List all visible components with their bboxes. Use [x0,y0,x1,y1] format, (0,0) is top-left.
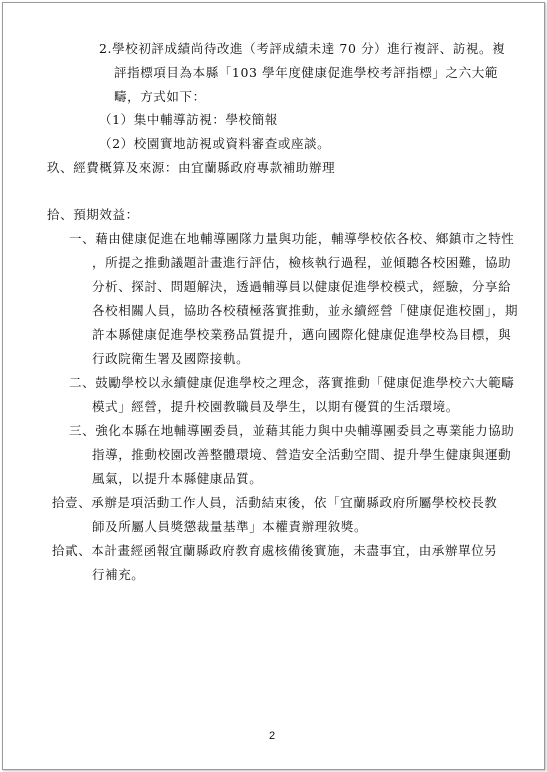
section-shi-heading: 拾、預期效益： [47,207,139,222]
shi-item1-line-4: 各校相關人員，協助各校積極落實推動，並永續經營「健康促進校園」，期 [92,303,519,318]
document-page [2,2,545,770]
section-jiu: 玖、經費概算及來源：由宜蘭縣政府專款補助辦理 [47,160,336,175]
section-shier-line-1: 拾貳、本計畫經函報宜蘭縣政府教育處核備後實施，未盡事宜，由承辦單位另 [52,543,498,558]
item2-line-2: 評指標項目為本縣「103 學年度健康促進學校考評指標」之六大範 [114,65,498,80]
section-shiyi-line-2: 師及所屬人員獎懲裁量基準」本權責辦理敘獎。 [92,519,368,534]
shi-item1-line-2: ，所提之推動議題計畫進行評估，檢核執行過程，並傾聽各校困難，協助 [92,255,512,270]
shi-item1-line-6: 行政院衛生署及國際接軌。 [92,351,250,366]
shi-item1-line-1: 一、藉由健康促進在地輔導團隊力量與功能，輔導學校依各校、鄉鎮市之特性 [69,231,515,246]
shi-item1-line-5: 許本縣健康促進學校業務品質提升，邁向國際化健康促進學校為目標，與 [92,327,512,342]
shi-item2-line-1: 二、鼓勵學校以永續健康促進學校之理念，落實推動「健康促進學校六大範疇 [69,375,515,390]
shi-item2-line-2: 模式」經營，提升校園教職員及學生，以期有優質的生活環境。 [92,399,459,414]
subitem-2: （2）校園實地訪視或資料審查或座談。 [99,136,331,151]
subitem-1: （1）集中輔導訪視：學校簡報 [99,112,278,127]
shi-item3-line-3: 風氣，以提升本縣健康品質。 [92,471,263,486]
shi-item3-line-1: 三、強化本縣在地輔導團委員，並藉其能力與中央輔導團委員之專業能力協助 [69,423,515,438]
page-number: 2 [269,730,276,742]
item2-line-3: 疇，方式如下： [114,89,206,104]
shi-item1-line-3: 分析、探討、問題解決，透過輔導員以健康促進學校模式，經驗，分享給 [92,279,512,294]
section-shiyi-line-1: 拾壹、承辦是項活動工作人員，活動結束後，依「宜蘭縣政府所屬學校校長教 [52,495,498,510]
item2-line-1: 2.學校初評成績尚待改進（考評成績未達 70 分）進行複評、訪視。複 [99,41,506,56]
shi-item3-line-2: 指導，推動校園改善整體環境、營造安全活動空間、提升學生健康與運動 [92,447,512,462]
section-shier-line-2: 行補充。 [92,567,145,582]
